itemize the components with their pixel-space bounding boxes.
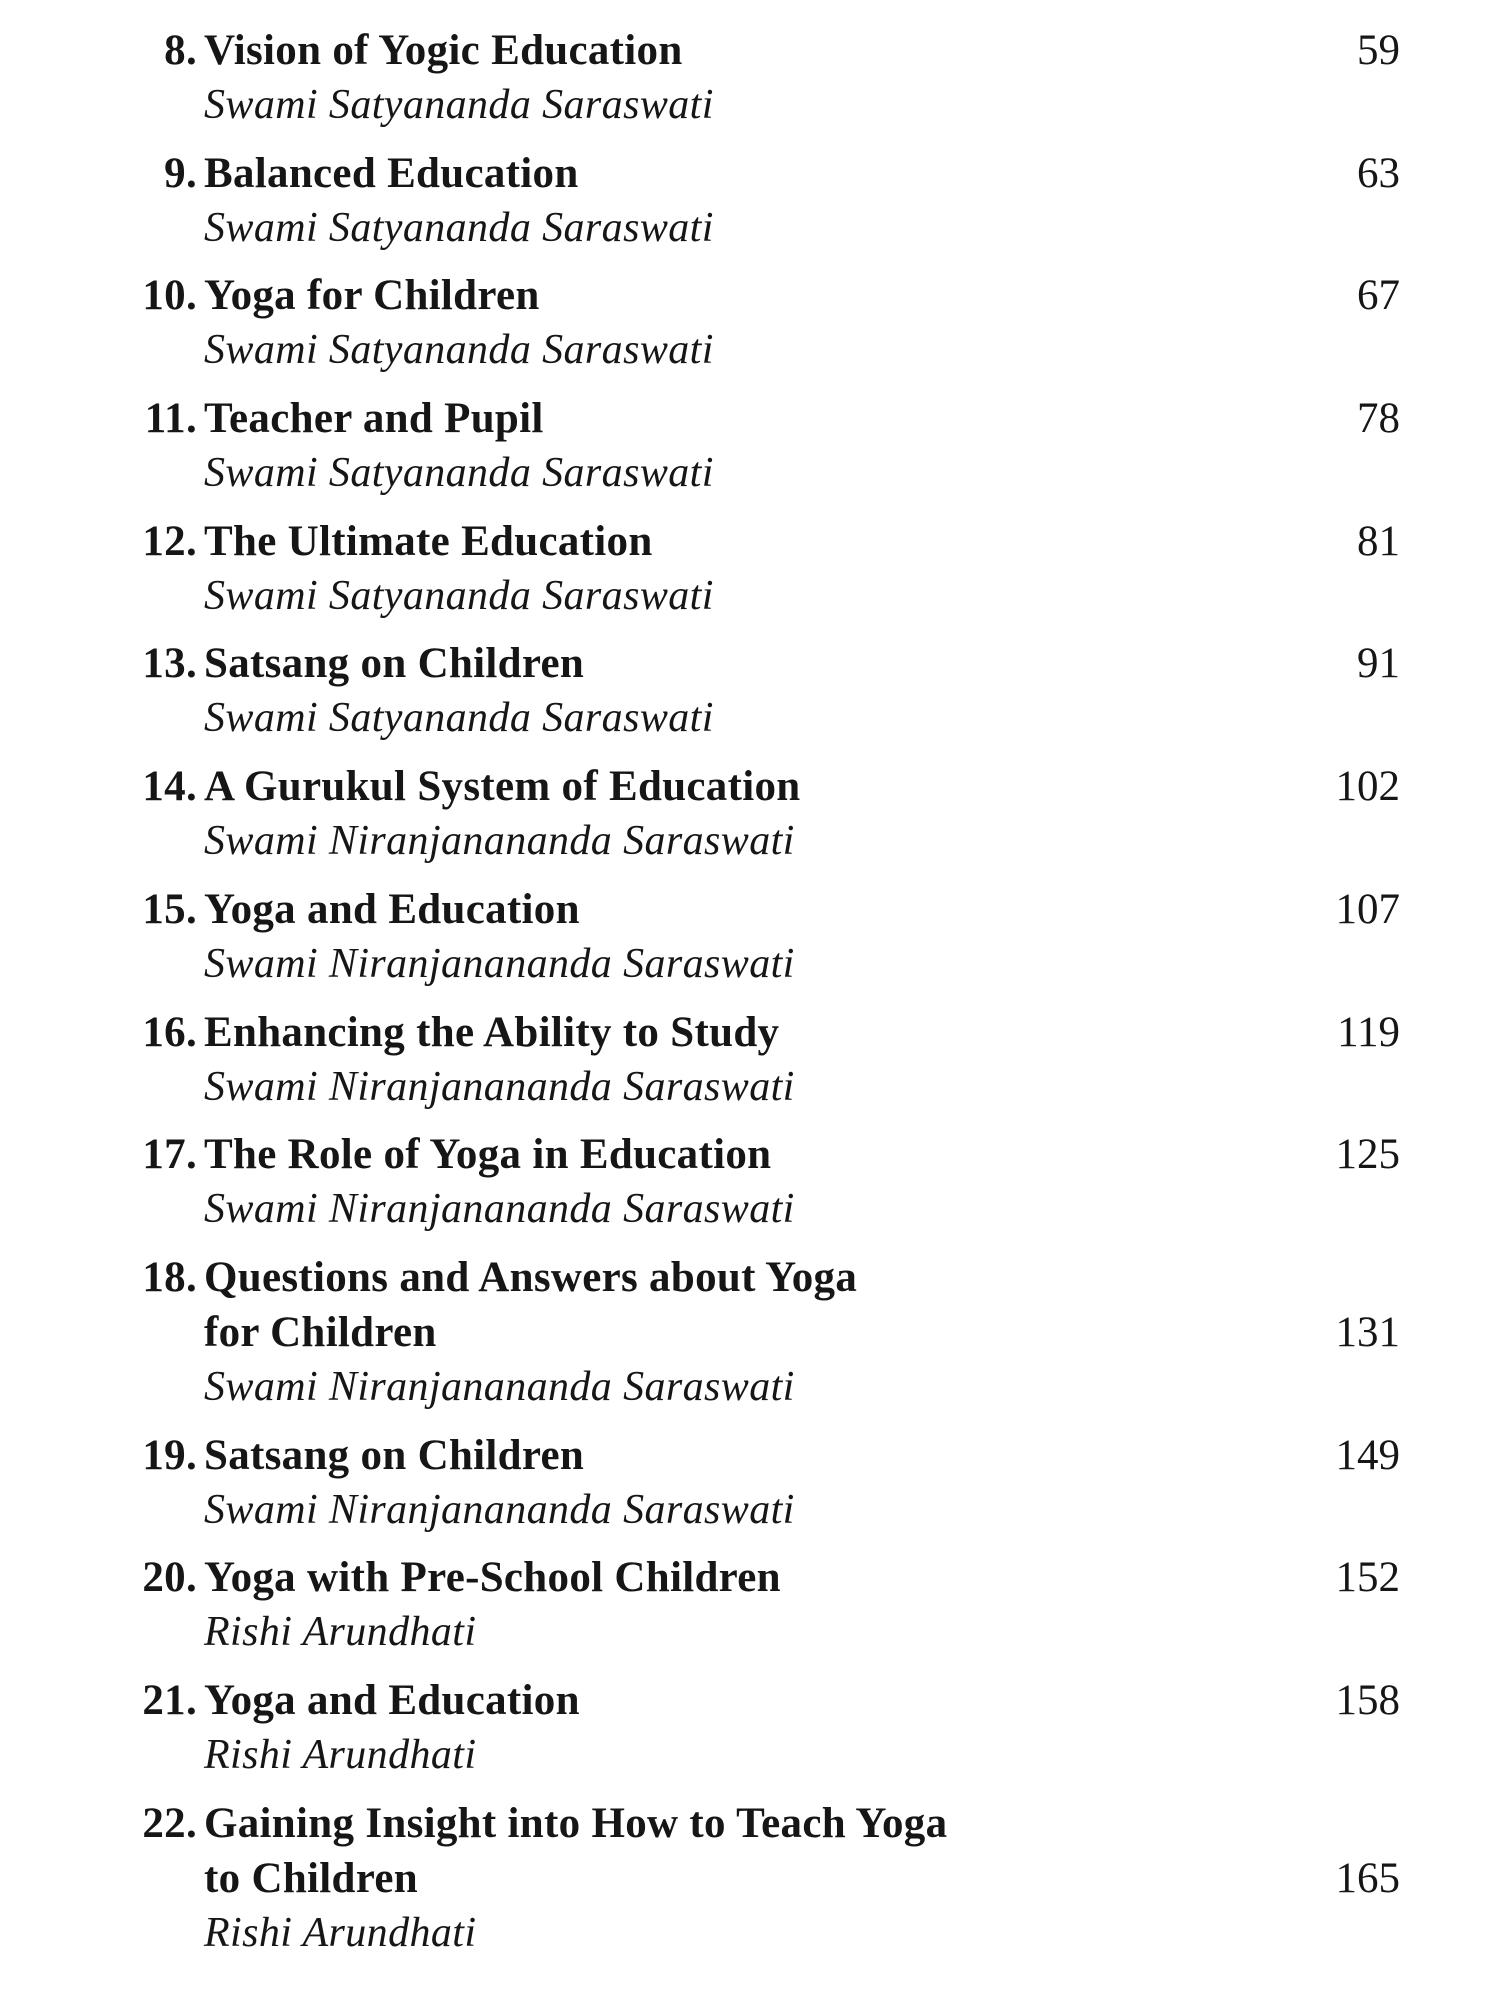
chapter-author: Rishi Arundhati (204, 1609, 477, 1656)
chapter-title: Balanced Education (204, 149, 579, 197)
chapter-number: 15. (142, 885, 197, 933)
toc-title-line (0, 146, 1500, 201)
chapter-author: Swami Satyananda Saraswati (204, 695, 714, 742)
toc-title-line (0, 1305, 1500, 1360)
toc-entry (0, 1673, 1500, 1783)
chapter-author: Swami Satyananda Saraswati (204, 327, 714, 374)
chapter-number: 21. (142, 1676, 197, 1724)
table-of-contents (0, 23, 1500, 1973)
page-number: 102 (1335, 763, 1400, 811)
chapter-author: Swami Satyananda Saraswati (204, 450, 714, 497)
toc-entry (0, 391, 1500, 501)
chapter-number (0, 1851, 197, 1906)
chapter-number: 17. (142, 1131, 197, 1179)
toc-title-line (0, 636, 1500, 691)
chapter-number: 10. (142, 272, 197, 320)
chapter-number: 9. (164, 149, 197, 197)
toc-entry (0, 1428, 1500, 1538)
chapter-author: Swami Satyananda Saraswati (204, 204, 714, 251)
toc-title-line (0, 1851, 1500, 1906)
chapter-author: Swami Satyananda Saraswati (204, 82, 714, 128)
chapter-title: Teacher and Pupil (204, 395, 544, 443)
toc-entry (0, 1796, 1500, 1961)
page-number: 67 (1357, 272, 1400, 320)
chapter-title: Satsang on Children (204, 640, 585, 688)
page-number: 91 (1357, 640, 1400, 688)
page-number: 81 (1357, 517, 1400, 565)
toc-title-line (0, 1428, 1500, 1483)
page-number: 131 (1335, 1308, 1400, 1356)
toc-entry (0, 268, 1500, 378)
toc-title-line (0, 1673, 1500, 1728)
toc-entry (0, 636, 1500, 746)
chapter-author: Swami Niranjanananda Saraswati (204, 1486, 795, 1533)
page-number: 158 (1335, 1676, 1400, 1724)
toc-entry (0, 514, 1500, 624)
chapter-title: Satsang on Children (204, 1431, 585, 1479)
chapter-number: 8. (164, 27, 197, 74)
chapter-number: 20. (142, 1554, 197, 1602)
chapter-number: 14. (142, 763, 197, 811)
toc-title-line (0, 514, 1500, 569)
chapter-title: Yoga and Education (204, 1676, 580, 1724)
chapter-author: Swami Satyananda Saraswati (204, 572, 714, 619)
toc-title-line (0, 1796, 1500, 1851)
chapter-number: 12. (142, 517, 197, 565)
toc-title-line (0, 1127, 1500, 1182)
toc-title-line (0, 391, 1500, 446)
page-number: 152 (1335, 1554, 1400, 1602)
toc-entry (0, 23, 1500, 133)
toc-entry (0, 1127, 1500, 1237)
chapter-number: 19. (142, 1431, 197, 1479)
chapter-author: Swami Niranjanananda Saraswati (204, 1186, 795, 1233)
toc-entry (0, 146, 1500, 256)
chapter-title: The Ultimate Education (204, 517, 653, 565)
toc-entry (0, 882, 1500, 992)
toc-entry (0, 759, 1500, 869)
chapter-title: A Gurukul System of Education (204, 763, 801, 811)
toc-title-line (0, 23, 1500, 78)
chapter-title: The Role of Yoga in Education (204, 1131, 772, 1179)
chapter-title: Yoga for Children (204, 272, 540, 320)
chapter-title: Vision of Yogic Education (204, 27, 683, 74)
chapter-title: Enhancing the Ability to Study (204, 1008, 780, 1056)
chapter-author: Swami Niranjanananda Saraswati (204, 1063, 795, 1110)
chapter-author: Swami Niranjanananda Saraswati (204, 940, 795, 987)
chapter-number: 13. (142, 640, 197, 688)
toc-title-line (0, 1005, 1500, 1060)
page-number: 165 (1335, 1854, 1400, 1902)
toc-title-line (0, 759, 1500, 814)
page-number: 107 (1335, 885, 1400, 933)
chapter-author: Swami Niranjanananda Saraswati (204, 818, 795, 865)
chapter-title: Yoga with Pre-School Children (204, 1554, 781, 1602)
toc-title-line (0, 1250, 1500, 1305)
toc-title-line (0, 1550, 1500, 1605)
chapter-author: Rishi Arundhati (204, 1731, 477, 1778)
toc-title-line (0, 882, 1500, 937)
toc-entry (0, 1005, 1500, 1115)
page-number: 149 (1335, 1431, 1400, 1479)
chapter-number: 18. (142, 1253, 197, 1301)
toc-title-line (0, 268, 1500, 323)
toc-entry (0, 1550, 1500, 1660)
toc-entry (0, 1250, 1500, 1415)
page-number: 125 (1335, 1131, 1400, 1179)
chapter-author: Rishi Arundhati (204, 1909, 477, 1956)
chapter-title: Questions and Answers about Yoga (204, 1253, 858, 1301)
chapter-number: 16. (142, 1008, 197, 1056)
chapter-number (0, 1305, 197, 1360)
chapter-number: 22. (142, 1799, 197, 1847)
page-number: 59 (1357, 27, 1400, 74)
chapter-number: 11. (144, 395, 197, 443)
chapter-author: Swami Niranjanananda Saraswati (204, 1363, 795, 1410)
page-number: 119 (1337, 1008, 1400, 1056)
chapter-title: Gaining Insight into How to Teach Yoga (204, 1799, 948, 1847)
chapter-title: Yoga and Education (204, 885, 580, 933)
chapter-title: for Children (204, 1308, 437, 1356)
page-number: 78 (1357, 395, 1400, 443)
page-number: 63 (1357, 149, 1400, 197)
chapter-title: to Children (204, 1854, 418, 1902)
